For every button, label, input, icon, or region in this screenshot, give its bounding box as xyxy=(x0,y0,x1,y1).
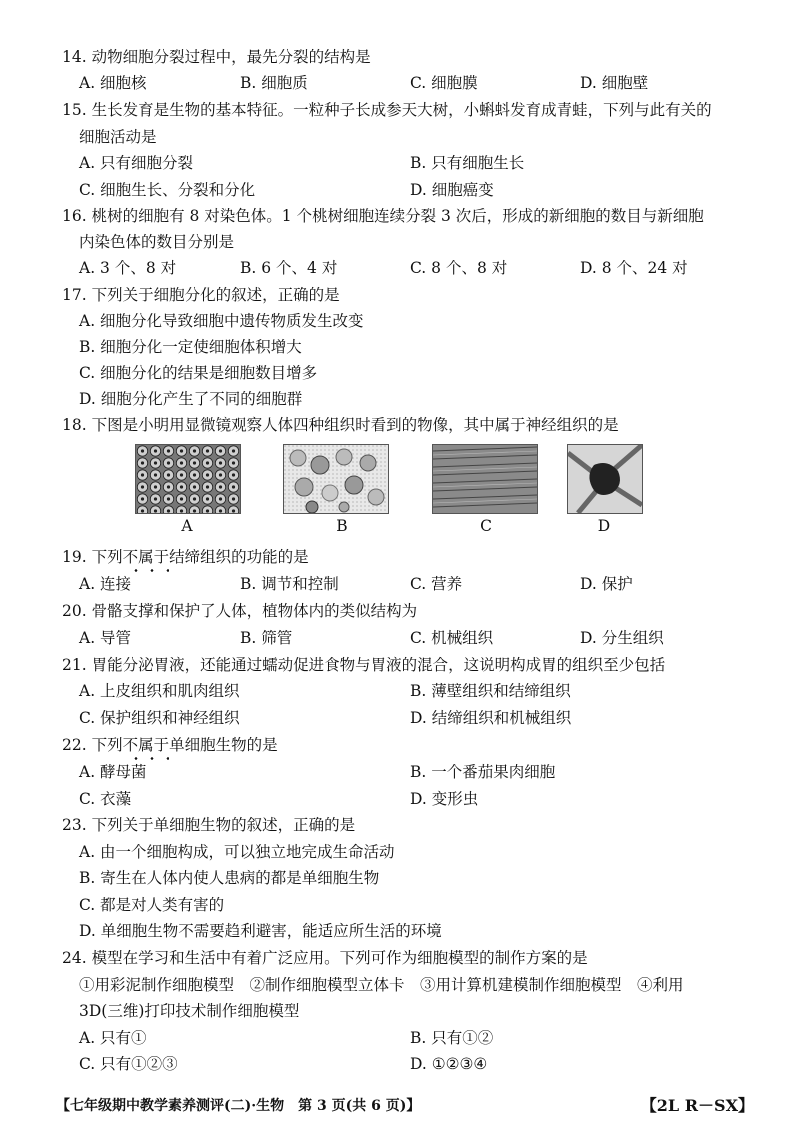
q21-option-a: A. 上皮组织和肌肉组织 xyxy=(79,682,240,700)
q20-option-c: C. 机械组织 xyxy=(410,629,494,647)
q22-option-c: C. 衣藻 xyxy=(79,790,132,808)
q14-option-d: D. 细胞壁 xyxy=(580,74,649,92)
q24-option-c: C. 只有①②③ xyxy=(79,1055,178,1073)
q16-option-d: D. 8 个、24 对 xyxy=(580,259,688,277)
q17-stem: 17. 下列关于细胞分化的叙述，正确的是 xyxy=(62,286,340,304)
q22-option-b: B. 一个番茄果肉细胞 xyxy=(410,763,556,781)
q15-stem-line1: 15. 生长发育是生物的基本特征。一粒种子长成参天大树，小蝌蚪发育成青蛙，下列与此有关的 xyxy=(62,101,712,119)
q19-option-b: B. 调节和控制 xyxy=(240,575,339,593)
q20-option-b: B. 筛管 xyxy=(240,629,293,647)
tissue-image-a xyxy=(135,444,241,514)
q22-stem-suffix: 单细胞生物的是 xyxy=(169,736,278,754)
tissue-image-d xyxy=(567,444,643,514)
q19-stem-emphasis: 不属于 xyxy=(122,548,170,566)
tissue-image-c xyxy=(432,444,538,514)
q20-stem: 20. 骨骼支撑和保护了人体，植物体内的类似结构为 xyxy=(62,602,418,620)
q20-option-a: A. 导管 xyxy=(79,629,132,647)
q21-stem: 21. 胃能分泌胃液，还能通过蠕动促进食物与胃液的混合，这说明构成胃的组织至少包括 xyxy=(62,656,666,674)
q14-option-b: B. 细胞质 xyxy=(240,74,308,92)
q24-stem-line2: ①用彩泥制作细胞模型 ②制作细胞模型立体卡 ③用计算机建模制作细胞模型 ④利用 xyxy=(79,976,684,994)
q16-option-a: A. 3 个、8 对 xyxy=(79,259,177,277)
q22-option-a: A. 酵母菌 xyxy=(79,763,147,781)
q17-option-b: B. 细胞分化一定使细胞体积增大 xyxy=(79,338,302,356)
q15-option-c: C. 细胞生长、分裂和分化 xyxy=(79,181,256,199)
q19-stem-suffix: 结缔组织的功能的是 xyxy=(169,548,309,566)
q24-option-d: D. ①②③④ xyxy=(410,1055,488,1073)
q24-stem-line3: 3D(三维)打印技术制作细胞模型 xyxy=(79,1002,300,1020)
q14-option-a: A. 细胞核 xyxy=(79,74,147,92)
q15-option-d: D. 细胞癌变 xyxy=(410,181,494,199)
q23-option-b: B. 寄生在人体内使人患病的都是单细胞生物 xyxy=(79,869,380,887)
q24-option-b: B. 只有①② xyxy=(410,1029,494,1047)
q22-option-d: D. 变形虫 xyxy=(410,790,479,808)
q19-stem xyxy=(62,547,309,567)
q23-option-c: C. 都是对人类有害的 xyxy=(79,896,225,914)
q16-option-c: C. 8 个、8 对 xyxy=(410,259,508,277)
q17-option-d: D. 细胞分化产生了不同的细胞群 xyxy=(79,390,303,408)
q21-option-b: B. 薄壁组织和结缔组织 xyxy=(410,682,571,700)
q22-stem-prefix: 22. 下列 xyxy=(62,736,123,754)
footer-right: 【2L R－SX】 xyxy=(640,1096,754,1115)
q17-option-a: A. 细胞分化导致细胞中遗传物质发生改变 xyxy=(79,312,364,330)
q24-stem: 24. 模型在学习和生活中有着广泛应用。下列可作为细胞模型的制作方案的是 xyxy=(62,949,588,967)
tissue-image-b xyxy=(283,444,389,514)
q23-option-d: D. 单细胞生物不需要趋利避害，能适应所生活的环境 xyxy=(79,922,442,940)
tissue-label-d: D xyxy=(597,517,611,535)
q16-option-b: B. 6 个、4 对 xyxy=(240,259,338,277)
q19-stem-prefix: 19. 下列 xyxy=(62,548,123,566)
q16-stem-line2: 内染色体的数目分别是 xyxy=(79,233,235,251)
q17-option-c: C. 细胞分化的结果是细胞数目增多 xyxy=(79,364,318,382)
q21-option-c: C. 保护组织和神经组织 xyxy=(79,709,240,727)
q24-option-a: A. 只有① xyxy=(79,1029,147,1047)
q14-stem: 14. 动物细胞分裂过程中，最先分裂的结构是 xyxy=(62,48,371,66)
footer-left: 【七年级期中教学素养测评(二)·生物 第 3 页(共 6 页)】 xyxy=(56,1098,421,1114)
q23-stem: 23. 下列关于单细胞生物的叙述，正确的是 xyxy=(62,816,356,834)
q18-stem: 18. 下图是小明用显微镜观察人体四种组织时看到的物像，其中属于神经组织的是 xyxy=(62,416,619,434)
tissue-label-c: C xyxy=(480,517,492,535)
q15-stem-line2: 细胞活动是 xyxy=(79,128,157,146)
q14-option-c: C. 细胞膜 xyxy=(410,74,478,92)
q21-option-d: D. 结缔组织和机械组织 xyxy=(410,709,572,727)
q19-option-c: C. 营养 xyxy=(410,575,463,593)
tissue-label-b: B xyxy=(336,517,348,535)
q22-stem xyxy=(62,735,278,755)
q15-option-b: B. 只有细胞生长 xyxy=(410,154,525,172)
q16-stem-line1: 16. 桃树的细胞有 8 对染色体。1 个桃树细胞连续分裂 3 次后，形成的新细胞的数目与新细胞 xyxy=(62,207,704,225)
q22-stem-emphasis: 不属于 xyxy=(122,736,170,754)
tissue-label-a: A xyxy=(181,517,193,535)
q15-option-a: A. 只有细胞分裂 xyxy=(79,154,194,172)
q23-option-a: A. 由一个细胞构成，可以独立地完成生命活动 xyxy=(79,843,395,861)
q19-option-a: A. 连接 xyxy=(79,575,132,593)
q20-option-d: D. 分生组织 xyxy=(580,629,664,647)
q19-option-d: D. 保护 xyxy=(580,575,633,593)
